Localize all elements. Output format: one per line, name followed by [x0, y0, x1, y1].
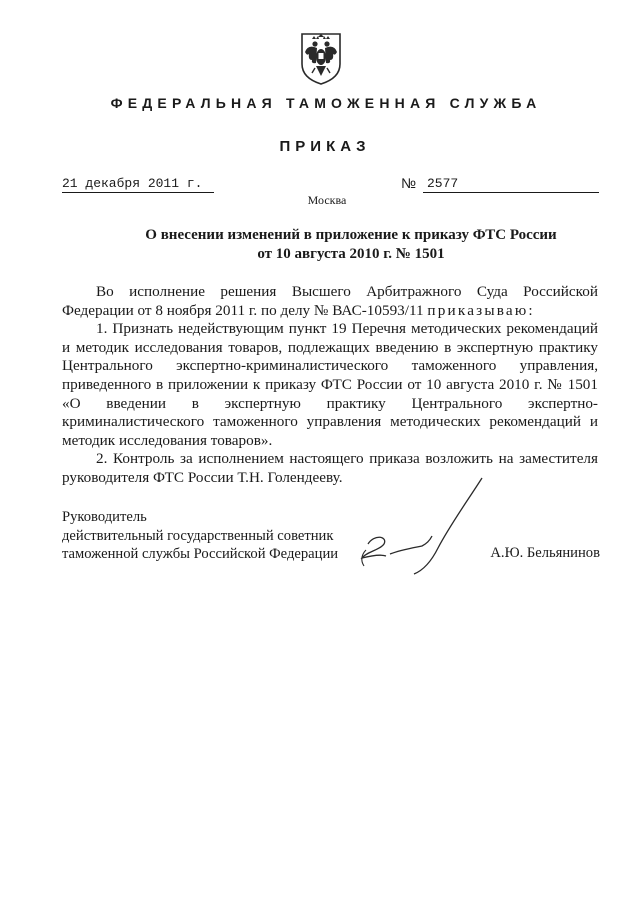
position-line-3: таможенной службы Российской Федерации: [62, 546, 339, 562]
organization-title: ФЕДЕРАЛЬНАЯ ТАМОЖЕННАЯ СЛУЖБА: [110, 95, 542, 111]
order-date: 21 декабря 2011 г.: [62, 176, 214, 193]
position-line-1: Руководитель: [62, 509, 147, 525]
number-sign: №: [401, 175, 417, 191]
intro-text: Во исполнение решения Высшего Арбитражного Суда Российской Федерации от 8 ноября 2011 г. по делу № ВАС-10593/11: [62, 283, 598, 319]
subject-line-1: О внесении изменений в приложение к приказу ФТС России: [145, 227, 557, 243]
intro-paragraph: [62, 283, 598, 320]
handwritten-signature-icon: [340, 470, 500, 585]
order-number-field: [401, 175, 601, 193]
order-item-1: 1. Признать недействующим пункт 19 Перечня методических рекомендаций и методик исследования товаров, подлежащих введению в экспертную практику Центрального экспертно-криминалистического таможенного управления, приведенного в приложении к приказу ФТС России от 10 августа 2010 г. № 1501 «О введении в экспертную практику Центрального экспертно-криминалистического таможенного управления методических рекомендаций и методик исследования товаров».: [62, 320, 598, 449]
order-item-2: 2. Контроль за исполнением настоящего приказа возложить на заместителя руководителя ФТС России Т.Н. Голендееву.: [62, 450, 598, 486]
signatory-position: [62, 508, 362, 564]
signatory-name: А.Ю. Бельянинов: [490, 545, 600, 561]
order-subject: [0, 226, 640, 264]
city: Москва: [307, 193, 347, 207]
order-body: [62, 283, 598, 488]
state-emblem-icon: [299, 30, 343, 86]
document-type: ПРИКАЗ: [279, 138, 371, 155]
order-word: приказываю:: [427, 301, 535, 319]
subject-line-2: от 10 августа 2010 г. № 1501: [257, 246, 445, 262]
position-line-2: действительный государственный советник: [62, 527, 334, 544]
order-number: 2577: [423, 176, 599, 193]
